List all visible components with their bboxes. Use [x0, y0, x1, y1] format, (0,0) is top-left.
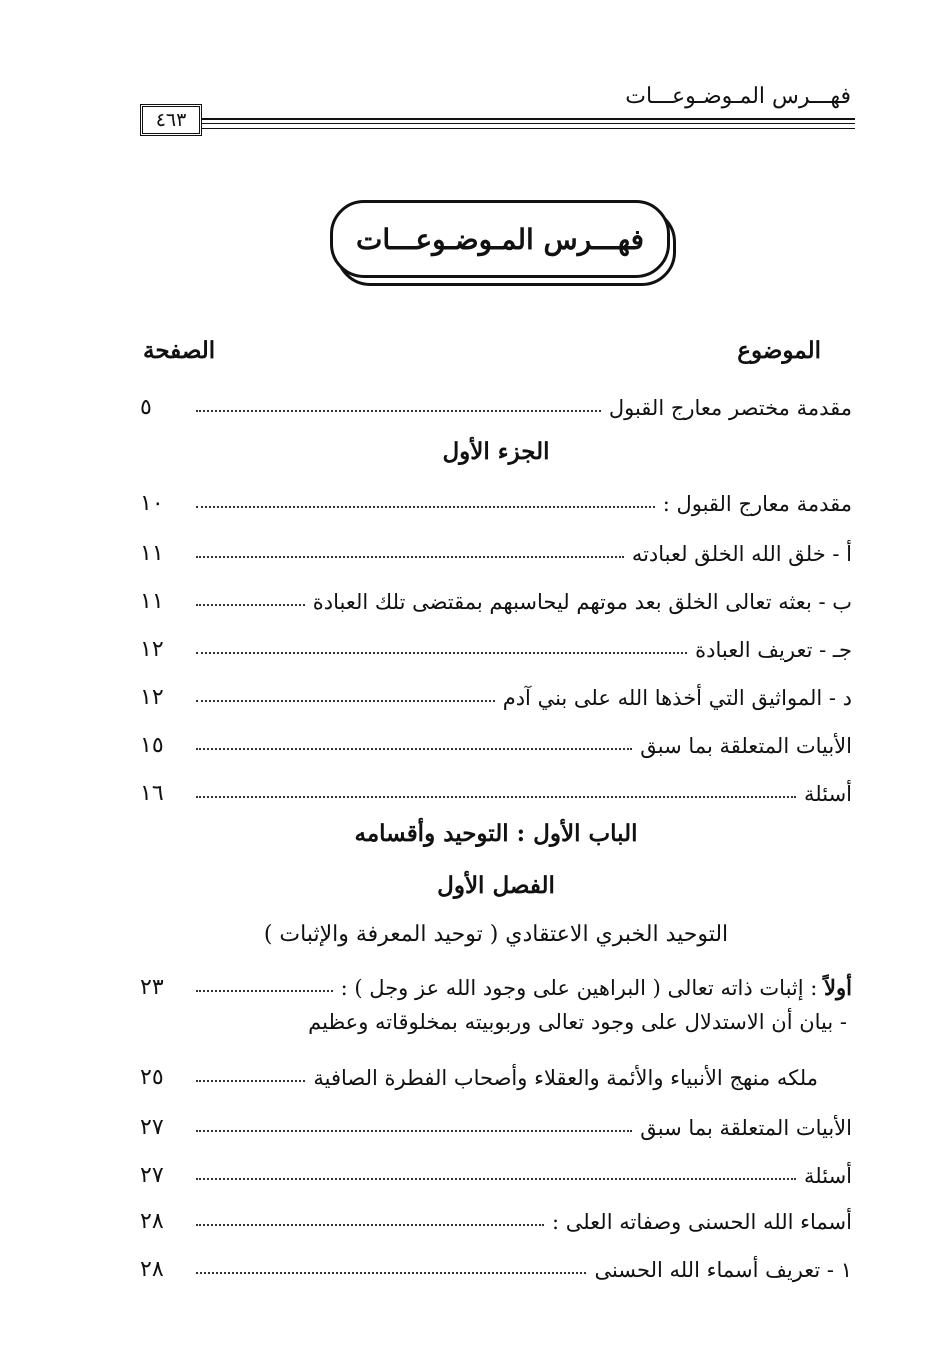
toc-entry-page: ٢٧ [140, 1115, 164, 1140]
toc-entry[interactable] [140, 1054, 852, 1090]
leader-dots [196, 1129, 632, 1132]
header-rule [202, 128, 855, 129]
toc-entry-text: أسئلة [804, 1164, 852, 1188]
page-title: فهـــرس المـوضـوعـــات [330, 200, 670, 278]
toc-entry[interactable] [140, 964, 852, 1000]
leader-dots [196, 989, 333, 992]
toc-entry[interactable] [140, 530, 852, 566]
toc-entry-text: أسماء الله الحسنى وصفاته العلى : [551, 1210, 852, 1234]
section-heading: الفصل الأول [437, 872, 555, 899]
toc-entry[interactable] [140, 1104, 852, 1140]
leader-dots [196, 1177, 796, 1180]
subsection-heading: التوحيد الخبري الاعتقادي ( توحيد المعرفة والإثبات ) [263, 922, 729, 947]
toc-entry-text: ١ - تعريف أسماء الله الحسنى [594, 1258, 852, 1282]
leader-dots [196, 1223, 544, 1226]
toc-entry-text: الأبيات المتعلقة بما سبق [640, 1116, 852, 1140]
toc-entry[interactable] [140, 1198, 852, 1234]
leader-dots [196, 795, 796, 798]
toc-entry[interactable] [140, 674, 852, 710]
leader-dots [196, 409, 601, 412]
toc-entry-text: أسئلة [804, 782, 852, 806]
part-heading: الجزء الأول [442, 438, 550, 465]
page-number: ٤٦٣ [140, 104, 202, 136]
running-header [140, 80, 855, 140]
toc-entry[interactable] [140, 722, 852, 758]
toc-entry-page: ٢٧ [140, 1163, 164, 1188]
toc-entry[interactable] [140, 1152, 852, 1188]
leader-dots [196, 1079, 305, 1082]
toc-entry-text: الأبيات المتعلقة بما سبق [640, 734, 852, 758]
column-header-topic: الموضوع [737, 337, 821, 364]
toc-entry[interactable] [140, 480, 852, 516]
toc-entry-body: : إثبات ذاته تعالى ( البراهين على وجود الله عز وجل ) : [340, 976, 818, 1000]
toc-entry[interactable] [140, 578, 852, 614]
toc-entry-text: مقدمة مختصر معارج القبول [608, 396, 852, 420]
toc-entry[interactable] [140, 626, 852, 662]
toc-entry[interactable] [140, 384, 852, 420]
leader-dots [196, 505, 655, 508]
toc-entry-page: ٢٨ [140, 1257, 164, 1282]
toc-entry-text: مقدمة معارج القبول : [662, 492, 852, 516]
toc-entry-page: ٢٨ [140, 1209, 164, 1234]
toc-entry-lead: أولاً [824, 975, 852, 1000]
header-rule [202, 123, 855, 124]
toc-entry-text: ملكه منهج الأنبياء والأئمة والعقلاء وأصحاب الفطرة الصافية [313, 1066, 818, 1090]
toc-entry[interactable] [140, 770, 852, 806]
leader-dots [196, 699, 495, 702]
column-header-page: الصفحة [143, 337, 216, 364]
toc-entry-page: ١٦ [140, 781, 164, 806]
toc-entry-text: ب - بعثه تعالى الخلق بعد موتهم ليحاسبهم بمقتضى تلك العبادة [312, 590, 852, 614]
toc-entry[interactable] [140, 1246, 852, 1282]
leader-dots [196, 747, 632, 750]
leader-dots [196, 603, 305, 606]
toc-entry-line: - بيان أن الاستدلال على وجود تعالى وربوبيته بمخلوقاته وعظيم [308, 1010, 847, 1034]
toc-entry-page: ١٥ [140, 733, 164, 758]
toc-entry-page: ١٢ [140, 637, 164, 662]
running-title: فهـــرس المـوضـوعـــات [625, 84, 851, 109]
toc-entry-text: جـ - تعريف العبادة [695, 638, 852, 662]
chapter-heading: الباب الأول : التوحيد وأقسامه [354, 820, 638, 847]
toc-entry-page: ١٢ [140, 685, 164, 710]
toc-entry-page: ٥ [140, 395, 152, 420]
leader-dots [196, 651, 687, 654]
toc-entry-page: ١١ [140, 541, 164, 566]
toc-entry-page: ١١ [140, 589, 164, 614]
toc-entry-page: ١٠ [140, 491, 164, 516]
toc-entry-page: ٢٥ [140, 1065, 164, 1090]
title-frame [330, 200, 678, 288]
toc-entry-text: د - المواثيق التي أخذها الله على بني آدم [502, 686, 852, 710]
leader-dots [196, 1271, 586, 1274]
toc-entry-text: أ - خلق الله الخلق لعبادته [631, 542, 852, 566]
leader-dots [196, 555, 624, 558]
toc-entry-text [337, 975, 852, 1000]
toc-entry-page: ٢٣ [140, 975, 164, 1000]
header-rule [202, 118, 855, 120]
